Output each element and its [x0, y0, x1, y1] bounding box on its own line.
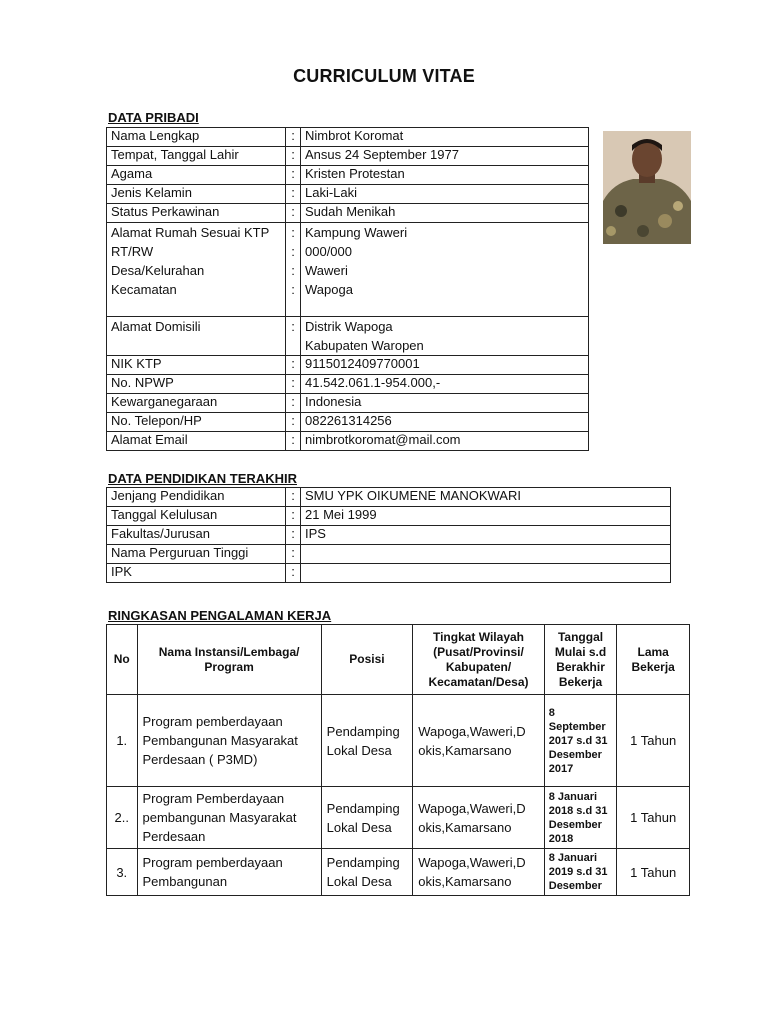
colon-separator: : : : :: [286, 223, 301, 317]
wilayah-cell: Wapoga,Waweri,D okis,Kamarsano: [413, 695, 545, 787]
colon-separator: :: [286, 204, 301, 223]
field-label: RT/RW: [111, 244, 154, 259]
colon-separator: :: [286, 545, 301, 564]
personal-heading: DATA PRIBADI: [108, 110, 199, 125]
field-value: IPS: [301, 526, 671, 545]
person-photo-icon: [603, 131, 691, 244]
posisi-cell: Pendamping Lokal Desa: [321, 849, 413, 896]
colon-separator: :: [286, 128, 301, 147]
table-row: [107, 488, 671, 507]
education-heading: DATA PENDIDIKAN TERAKHIR: [108, 471, 297, 486]
field-value: 21 Mei 1999: [301, 507, 671, 526]
table-row: [107, 223, 589, 317]
table-row: [107, 147, 589, 166]
field-label: Tempat, Tanggal Lahir: [107, 147, 286, 166]
field-value: Indonesia: [301, 394, 589, 413]
column-header-instansi: Nama Instansi/Lembaga/ Program: [137, 625, 321, 695]
table-row: [107, 545, 671, 564]
wilayah-cell: Wapoga,Waweri,D okis,Kamarsano: [413, 787, 545, 849]
field-value: [301, 564, 671, 583]
personal-data-table: [106, 127, 589, 451]
field-value: Waweri: [305, 263, 348, 278]
field-label: IPK: [107, 564, 286, 583]
email-value: nimbrotkoromat@mail.com: [301, 432, 589, 451]
field-label: No. NPWP: [107, 375, 286, 394]
field-value: SMU YPK OIKUMENE MANOKWARI: [301, 488, 671, 507]
table-row: [107, 375, 589, 394]
table-row: [107, 526, 671, 545]
field-label: Alamat Rumah Sesuai KTP: [111, 225, 270, 240]
field-label: Status Perkawinan: [107, 204, 286, 223]
tanggal-cell: 8 Januari 2019 s.d 31 Desember: [544, 849, 617, 896]
row-number: 1.: [107, 695, 138, 787]
field-label: Nama Perguruan Tinggi: [107, 545, 286, 564]
field-label: Kecamatan: [111, 282, 177, 297]
colon-separator: :: [286, 526, 301, 545]
page-title: CURRICULUM VITAE: [293, 66, 475, 86]
experience-table: [106, 624, 690, 896]
row-number: 3.: [107, 849, 138, 896]
field-label: Agama: [107, 166, 286, 185]
education-table: [106, 487, 671, 583]
table-header-row: [107, 625, 690, 695]
field-value: Distrik Wapoga: [305, 319, 393, 334]
colon-separator: :: [286, 356, 301, 375]
lama-cell: 1 Tahun: [617, 849, 690, 896]
field-value: Laki-Laki: [301, 185, 589, 204]
tanggal-cell: 8 Januari 2018 s.d 31 Desember 2018: [544, 787, 617, 849]
address-ktp-labels: [107, 223, 286, 317]
colon-separator: :: [286, 147, 301, 166]
colon-separator: :: [286, 432, 301, 451]
column-header-wilayah: Tingkat Wilayah (Pusat/Provinsi/ Kabupaten/ Kecamatan/Desa): [413, 625, 545, 695]
lama-cell: 1 Tahun: [617, 695, 690, 787]
table-row: [107, 317, 589, 356]
profile-photo: [603, 131, 691, 244]
table-row: [107, 787, 690, 849]
field-value: Ansus 24 September 1977: [301, 147, 589, 166]
wilayah-cell: Wapoga,Waweri,D okis,Kamarsano: [413, 849, 545, 896]
lama-cell: 1 Tahun: [617, 787, 690, 849]
table-row: [107, 128, 589, 147]
colon-separator: :: [286, 317, 301, 356]
field-label: Alamat Domisili: [107, 317, 286, 356]
field-label: Nama Lengkap: [107, 128, 286, 147]
field-value: Wapoga: [305, 282, 353, 297]
table-row: [107, 185, 589, 204]
field-label: Jenjang Pendidikan: [107, 488, 286, 507]
instansi-cell: Program pemberdayaan Pembangunan: [137, 849, 321, 896]
instansi-cell: Program Pemberdayaan pembangunan Masyarakat Perdesaan: [137, 787, 321, 849]
field-value: Kabupaten Waropen: [305, 338, 424, 353]
column-header-no: No: [107, 625, 138, 695]
field-label: No. Telepon/HP: [107, 413, 286, 432]
field-value: 000/000: [305, 244, 352, 259]
tanggal-cell: 8 September 2017 s.d 31 Desember 2017: [544, 695, 617, 787]
column-header-posisi: Posisi: [321, 625, 413, 695]
field-value: 082261314256: [301, 413, 589, 432]
table-row: [107, 204, 589, 223]
colon-separator: :: [286, 507, 301, 526]
table-row: [107, 507, 671, 526]
domisili-values: [301, 317, 589, 356]
field-value: 9115012409770001: [301, 356, 589, 375]
colon-separator: :: [286, 166, 301, 185]
posisi-cell: Pendamping Lokal Desa: [321, 695, 413, 787]
field-label: Fakultas/Jurusan: [107, 526, 286, 545]
field-label: Desa/Kelurahan: [111, 263, 205, 278]
colon-separator: :: [286, 394, 301, 413]
table-row: [107, 432, 589, 451]
field-label: Jenis Kelamin: [107, 185, 286, 204]
field-value: Kampung Waweri: [305, 225, 408, 240]
table-row: [107, 849, 690, 896]
colon-separator: :: [286, 375, 301, 394]
address-ktp-values: [301, 223, 589, 317]
table-row: [107, 356, 589, 375]
field-label: Tanggal Kelulusan: [107, 507, 286, 526]
colon-separator: :: [286, 564, 301, 583]
field-value: 41.542.061.1-954.000,-: [301, 375, 589, 394]
field-label: Kewarganegaraan: [107, 394, 286, 413]
posisi-cell: Pendamping Lokal Desa: [321, 787, 413, 849]
field-label: Alamat Email: [107, 432, 286, 451]
field-label: NIK KTP: [107, 356, 286, 375]
colon-separator: :: [286, 185, 301, 204]
colon-separator: :: [286, 488, 301, 507]
field-value: Kristen Protestan: [301, 166, 589, 185]
colon-separator: :: [286, 413, 301, 432]
row-number: 2..: [107, 787, 138, 849]
instansi-cell: Program pemberdayaan Pembangunan Masyarakat Perdesaan ( P3MD): [137, 695, 321, 787]
experience-heading: RINGKASAN PENGALAMAN KERJA: [108, 608, 332, 623]
table-row: [107, 695, 690, 787]
table-row: [107, 166, 589, 185]
field-value: Sudah Menikah: [301, 204, 589, 223]
table-row: [107, 413, 589, 432]
column-header-lama: Lama Bekerja: [617, 625, 690, 695]
table-row: [107, 394, 589, 413]
column-header-tanggal: Tanggal Mulai s.d Berakhir Bekerja: [544, 625, 617, 695]
field-value: Nimbrot Koromat: [301, 128, 589, 147]
field-value: [301, 545, 671, 564]
table-row: [107, 564, 671, 583]
